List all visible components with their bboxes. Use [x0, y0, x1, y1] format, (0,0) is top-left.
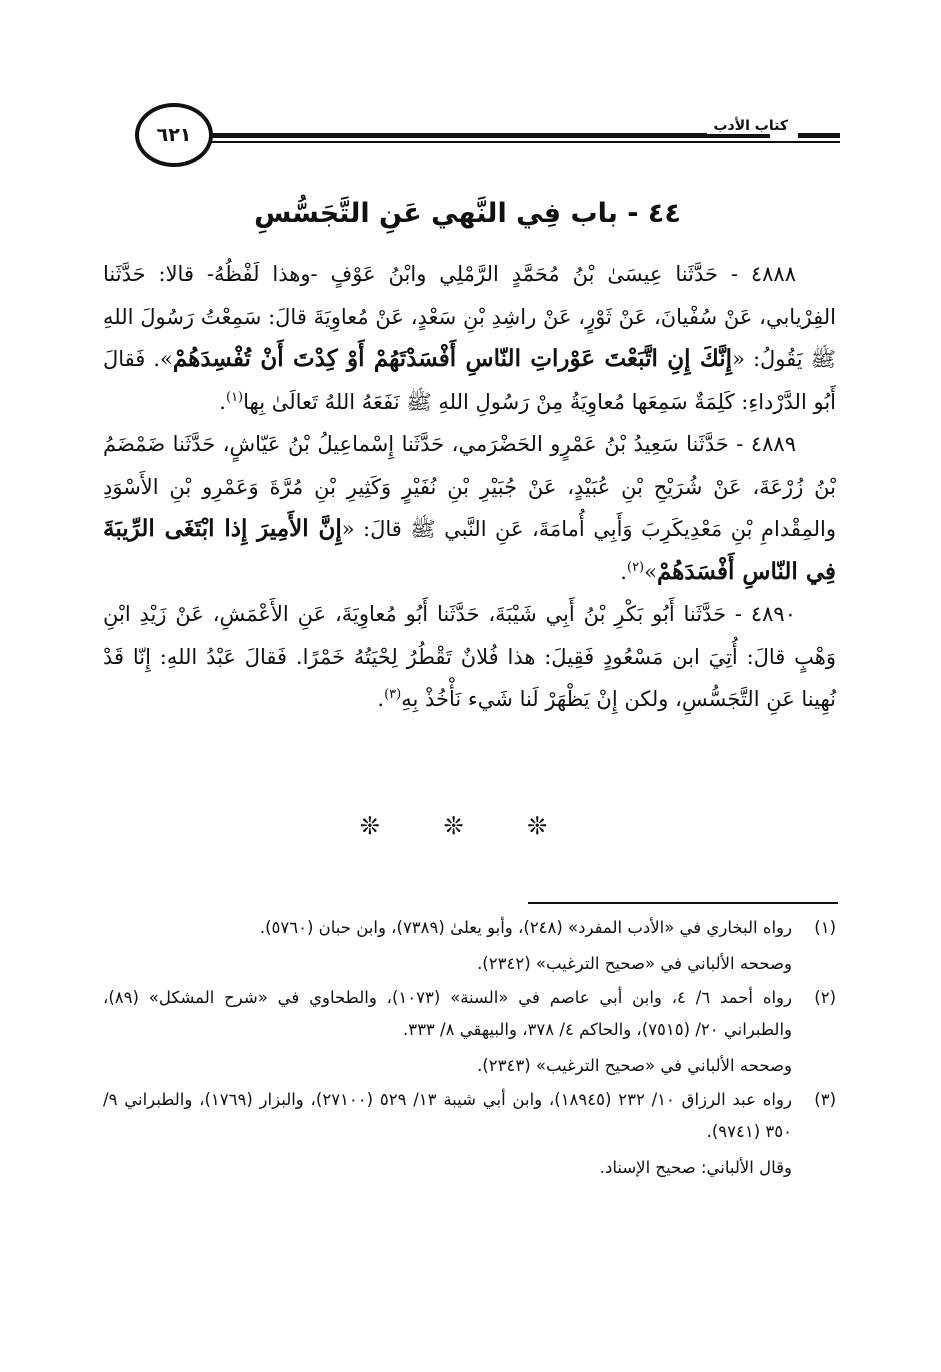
- footnote-ref[interactable]: (٢): [626, 559, 645, 575]
- hadith-end: .: [620, 559, 627, 584]
- footnote-text: رواه أحمد ٦/ ٤، وابن أبي عاصم في «السنة» (١٠٧٣)، والطحاوي في «شرح المشكل» (٨٩)، والطبراني ٢٠/ (٧٥١٥)، والحاكم ٤/ ٣٧٨، والبيهقي ٨/ ٣٣٣.: [103, 988, 792, 1039]
- footnote-2: [103, 982, 836, 1082]
- footnote-ref[interactable]: (٣): [384, 687, 402, 702]
- hadith-paragraph-4888: [103, 253, 836, 423]
- hadith-text: ٤٨٨٨ - حَدَّثَنا عِيسَىٰ بْنُ مُحَمَّدٍ الرَّمْلِي وابْنُ عَوْفٍ -وهذا لَفْظُهُ- قالا: حَدَّثَنا الفِرْيابي، عَنْ سُفْيانَ، عَنْ ثَوْرٍ، عَنْ راشِدِ بْنِ سَعْدٍ، عَنْ مُعاوِيَةَ قالَ: سَمِعْتُ رَسُولَ اللهِ ﷺ يَقُولُ: «: [103, 262, 837, 371]
- hadith-quote: إِنَّ الأَمِيرَ إِذا ابْتَغَى الرِّيبَةَ فِي النّاسِ أَفْسَدَهُمْ: [103, 515, 836, 585]
- page-header: [95, 95, 840, 185]
- hadith-text: »: [644, 559, 657, 584]
- hadith-text: ٤٨٨٩ - حَدَّثَنا سَعِيدُ بْنُ عَمْرٍو الحَضْرَمي، حَدَّثَنا إِسْماعِيلُ بْنُ عَيّاشٍ، حَدَّثَنا ضَمْضَمُ بْنُ زُرْعَةَ، عَنْ شُرَيْحِ بْنِ عُبَيْدٍ، عَنْ جُبَيْرِ بْنِ نُفَيْرٍ وَكَثِيرِ بْنِ مُرَّةَ وَعَمْرِو بْنِ الأَسْوَدِ والمِقْدامِ بْنِ مَعْدِيكَرِبَ وَأَبِي أُمامَةَ، عَنِ النَّبي ﷺ قالَ: «: [103, 432, 836, 541]
- footnote-3: [103, 1084, 836, 1184]
- footnote-number: (١): [814, 918, 836, 937]
- footnote-note: وصححه الألباني في «صحيح الترغيب» (٢٣٤٢).: [477, 954, 792, 973]
- hadith-text: ». فَقالَ أَبُو الدَّرْداءِ: كَلِمَةٌ سَمِعَها مُعاوِيَةُ مِنْ رَسُولِ اللهِ ﷺ نَفَعَهُ اللهُ تَعالَىٰ بِها: [103, 347, 836, 414]
- footnote-number: (٣): [814, 1090, 836, 1109]
- footnote-number: (٢): [814, 988, 836, 1007]
- footnote-note: وقال الألباني: صحيح الإسناد.: [599, 1158, 792, 1177]
- running-title: كتاب الأدب: [707, 118, 794, 134]
- footnote-ref[interactable]: (١): [225, 389, 244, 405]
- footnote-divider: [528, 902, 838, 904]
- hadith-body: [103, 253, 836, 721]
- chapter-title: ٤٤ - باب فِي النَّهي عَنِ التَّجَسُّسِ: [254, 198, 681, 229]
- page-number-badge: [135, 103, 213, 167]
- footnote-1: [103, 912, 836, 980]
- footnote-text: رواه عبد الرزاق ١٠/ ٢٣٢ (١٨٩٤٥)، وابن أبي شيبة ١٣/ ٥٢٩ (٢٧١٠٠)، والبزار (١٧٦٩)، والطبراني ٩/ ٣٥٠ (٩٧٤١).: [103, 1090, 792, 1141]
- hadith-paragraph-4889: [103, 423, 836, 593]
- hadith-end: .: [219, 389, 226, 414]
- hadith-end: .: [377, 687, 385, 711]
- footnote-note: وصححه الألباني في «صحيح الترغيب» (٢٣٤٣).: [477, 1056, 792, 1075]
- page-number: ٦٢١: [156, 124, 192, 146]
- header-rule-thin: [210, 141, 840, 143]
- hadith-quote: إِنَّكَ إِنِ اتَّبَعْتَ عَوْراتِ النّاسِ أَفْسَدْتَهُمْ أَوْ كِدْتَ أَنْ تُفْسِدَهُمْ: [172, 345, 733, 372]
- section-separator: ❊ ❊ ❊: [359, 812, 576, 840]
- header-rule: [210, 133, 770, 138]
- hadith-paragraph-4890: [103, 593, 836, 721]
- footnotes: [103, 912, 836, 1186]
- header-rule-end: [798, 133, 840, 138]
- footnote-text: رواه البخاري في «الأدب المفرد» (٢٤٨)، وأبو يعلىٰ (٧٣٨٩)، وابن حبان (٥٧٦٠).: [259, 918, 792, 937]
- hadith-text: ٤٨٩٠ - حَدَّثَنا أَبُو بَكْرِ بْنُ أَبِي شَيْبَةَ، حَدَّثَنا أَبُو مُعاوِيَةَ، عَنِ الأَعْمَشِ، عَنْ زَيْدِ ابْنِ وَهْبٍ قالَ: أُتِيَ ابن مَسْعُودٍ فَقِيلَ: هذا فُلانٌ تَقْطُرُ لِحْيَتُهُ خَمْرًا. فَقالَ عَبْدُ اللهِ: إِنّا قَدْ نُهِينا عَنِ التَّجَسُّسِ، ولكن إِنْ يَظْهَرْ لَنا شَيء نَأْخُذْ بِهِ: [103, 602, 836, 711]
